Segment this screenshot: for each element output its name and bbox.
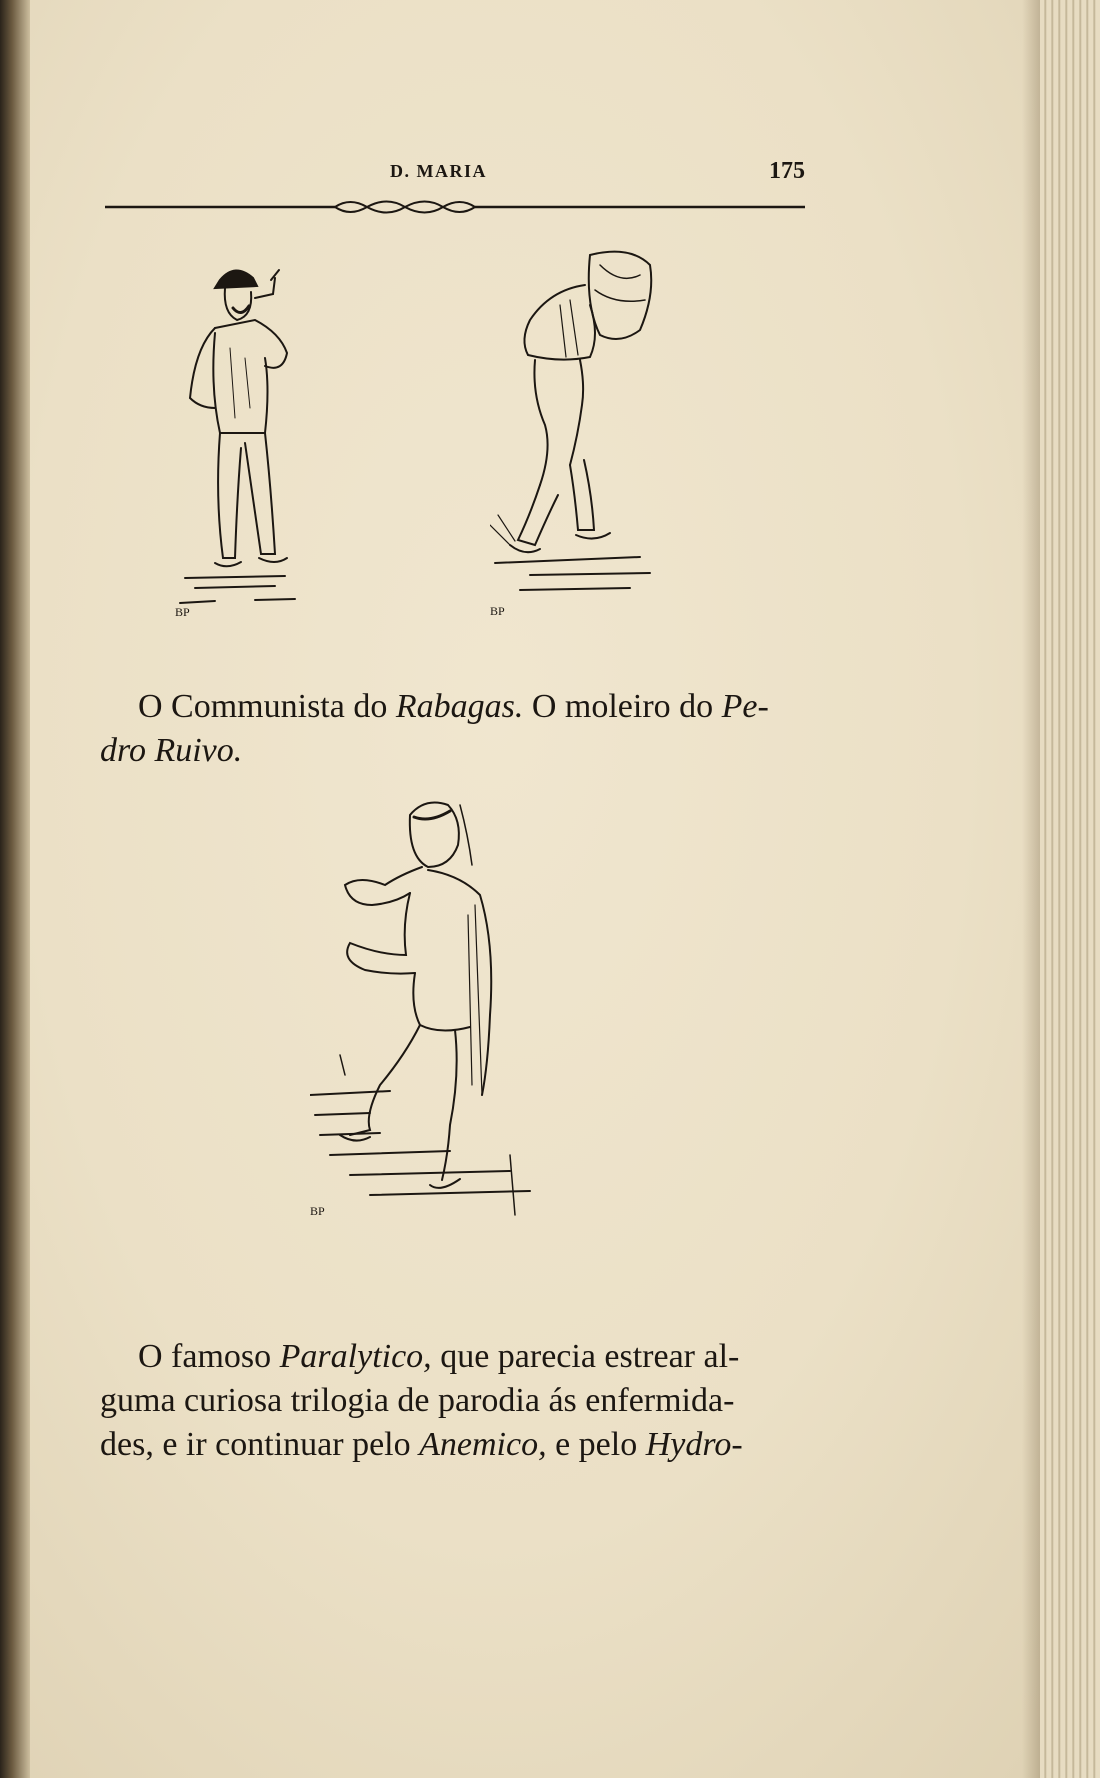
illustration-signature: BP xyxy=(310,1204,325,1218)
caption-italic-rabagas: Rabagas. xyxy=(395,688,524,725)
illustration-miller xyxy=(490,245,705,645)
caption-text: O Communista do xyxy=(138,688,388,725)
paragraph-italic-anemico: Anemico, xyxy=(419,1426,547,1463)
illustration-signature: BP xyxy=(175,605,190,619)
page-shadow xyxy=(1022,0,1040,1778)
paragraph-italic-hydro: Hydro- xyxy=(645,1426,743,1463)
running-title: D. MARIA xyxy=(390,161,487,181)
caption-italic-pe: Pe- xyxy=(721,688,769,725)
caption-line-1 xyxy=(100,685,804,729)
illustration-paralytic xyxy=(310,795,580,1295)
caption-text: O moleiro do xyxy=(531,688,714,725)
paragraph-text: O famoso xyxy=(138,1338,272,1375)
header-rule-ornament xyxy=(105,195,805,219)
book-binding-edge xyxy=(0,0,30,1778)
page-header xyxy=(105,158,805,188)
paragraph-paralytico xyxy=(100,1335,804,1467)
illustration-signature: BP xyxy=(490,604,505,618)
paragraph-text: que parecia estrear al- xyxy=(440,1338,740,1375)
caption-first-illustrations xyxy=(100,685,804,773)
paragraph-text: e pelo xyxy=(555,1426,638,1463)
paragraph-text: des, e ir continuar pelo xyxy=(100,1426,411,1463)
illustration-communist xyxy=(175,258,360,643)
paragraph-line-3 xyxy=(100,1423,804,1467)
page-stack-edges xyxy=(1040,0,1100,1778)
paragraph-italic-paralytico: Paralytico, xyxy=(279,1338,432,1375)
paragraph-line-2: guma curiosa trilogia de parodia ás enfermida- xyxy=(100,1382,735,1419)
caption-italic-pedro-ruivo: dro Ruivo. xyxy=(100,732,243,769)
paragraph-line-1 xyxy=(100,1335,804,1379)
caption-line-2 xyxy=(100,729,804,773)
page-number: 175 xyxy=(769,158,805,184)
